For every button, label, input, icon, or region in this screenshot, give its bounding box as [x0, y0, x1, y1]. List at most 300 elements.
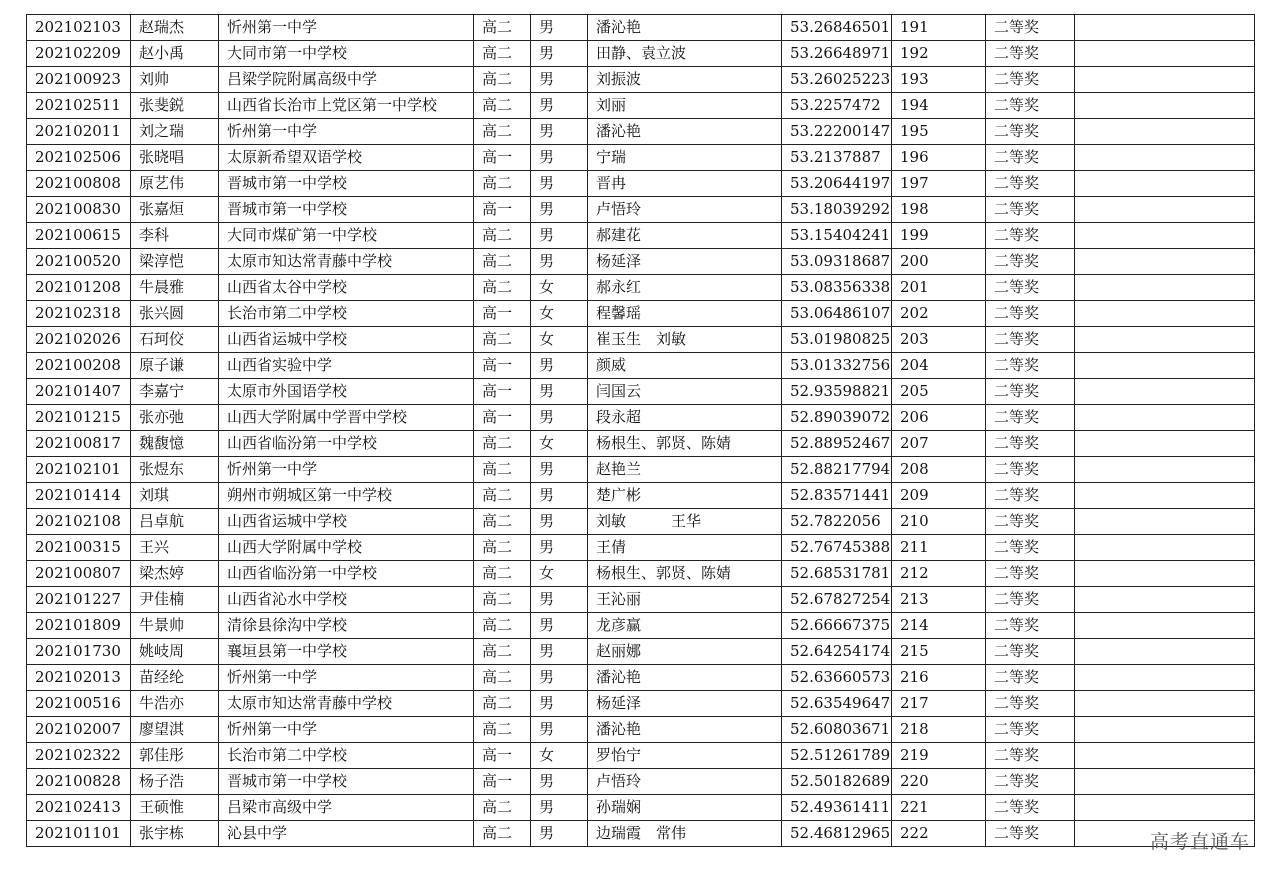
rank-cell: 191 — [892, 15, 986, 41]
table-row — [27, 67, 1255, 93]
grade-cell: 高二 — [474, 561, 531, 587]
gender-cell: 男 — [531, 795, 588, 821]
name-cell: 张宇栋 — [131, 821, 219, 847]
score-cell: 53.20644197 — [782, 171, 892, 197]
score-cell: 52.76745388 — [782, 535, 892, 561]
table-row — [27, 93, 1255, 119]
table-row — [27, 327, 1255, 353]
gender-cell: 男 — [531, 41, 588, 67]
grade-cell: 高二 — [474, 587, 531, 613]
student-id-cell: 202100828 — [27, 769, 131, 795]
school-cell: 山西省沁水中学校 — [219, 587, 474, 613]
table-row — [27, 509, 1255, 535]
gender-cell: 女 — [531, 275, 588, 301]
rank-cell: 207 — [892, 431, 986, 457]
table-row — [27, 561, 1255, 587]
rank-cell: 213 — [892, 587, 986, 613]
student-id-cell: 202102103 — [27, 15, 131, 41]
teacher-cell: 刘丽 — [588, 93, 782, 119]
student-id-cell: 202100520 — [27, 249, 131, 275]
table-row — [27, 769, 1255, 795]
blank-cell — [1075, 275, 1255, 301]
blank-cell — [1075, 691, 1255, 717]
school-cell: 清徐县徐沟中学校 — [219, 613, 474, 639]
gender-cell: 女 — [531, 301, 588, 327]
teacher-cell: 龙彦赢 — [588, 613, 782, 639]
table-row — [27, 379, 1255, 405]
teacher-cell: 刘敏 王华 — [588, 509, 782, 535]
teacher-cell: 杨延泽 — [588, 691, 782, 717]
results-table — [26, 14, 1255, 847]
name-cell: 张斐鋭 — [131, 93, 219, 119]
score-cell: 52.93598821 — [782, 379, 892, 405]
name-cell: 苗经纶 — [131, 665, 219, 691]
rank-cell: 206 — [892, 405, 986, 431]
student-id-cell: 202101809 — [27, 613, 131, 639]
award-cell: 二等奖 — [986, 639, 1075, 665]
teacher-cell: 郝永红 — [588, 275, 782, 301]
teacher-cell: 卢悟玲 — [588, 197, 782, 223]
name-cell: 王硕惟 — [131, 795, 219, 821]
grade-cell: 高一 — [474, 405, 531, 431]
rank-cell: 211 — [892, 535, 986, 561]
score-cell: 52.66667375 — [782, 613, 892, 639]
award-cell: 二等奖 — [986, 171, 1075, 197]
score-cell: 52.63660573 — [782, 665, 892, 691]
school-cell: 长治市第二中学校 — [219, 301, 474, 327]
school-cell: 晋城市第一中学校 — [219, 769, 474, 795]
student-id-cell: 202100615 — [27, 223, 131, 249]
school-cell: 太原市知达常青藤中学校 — [219, 691, 474, 717]
gender-cell: 男 — [531, 483, 588, 509]
table-row — [27, 197, 1255, 223]
gender-cell: 男 — [531, 717, 588, 743]
score-cell: 52.64254174 — [782, 639, 892, 665]
grade-cell: 高一 — [474, 379, 531, 405]
teacher-cell: 潘沁艳 — [588, 15, 782, 41]
award-cell: 二等奖 — [986, 379, 1075, 405]
student-id-cell: 202100315 — [27, 535, 131, 561]
score-cell: 53.2137887 — [782, 145, 892, 171]
name-cell: 赵瑞杰 — [131, 15, 219, 41]
school-cell: 大同市第一中学校 — [219, 41, 474, 67]
grade-cell: 高二 — [474, 93, 531, 119]
award-cell: 二等奖 — [986, 743, 1075, 769]
name-cell: 吕卓航 — [131, 509, 219, 535]
table-row — [27, 821, 1255, 847]
student-id-cell: 202101414 — [27, 483, 131, 509]
blank-cell — [1075, 483, 1255, 509]
table-row — [27, 587, 1255, 613]
award-cell: 二等奖 — [986, 327, 1075, 353]
gender-cell: 男 — [531, 171, 588, 197]
score-cell: 53.06486107 — [782, 301, 892, 327]
award-cell: 二等奖 — [986, 119, 1075, 145]
blank-cell — [1075, 379, 1255, 405]
name-cell: 张嘉烜 — [131, 197, 219, 223]
name-cell: 李嘉宁 — [131, 379, 219, 405]
name-cell: 张亦弛 — [131, 405, 219, 431]
student-id-cell: 202102007 — [27, 717, 131, 743]
name-cell: 姚岐周 — [131, 639, 219, 665]
student-id-cell: 202102026 — [27, 327, 131, 353]
gender-cell: 男 — [531, 691, 588, 717]
grade-cell: 高二 — [474, 483, 531, 509]
table-row — [27, 665, 1255, 691]
award-cell: 二等奖 — [986, 769, 1075, 795]
award-cell: 二等奖 — [986, 509, 1075, 535]
teacher-cell: 楚广彬 — [588, 483, 782, 509]
grade-cell: 高二 — [474, 67, 531, 93]
teacher-cell: 潘沁艳 — [588, 665, 782, 691]
name-cell: 张煜东 — [131, 457, 219, 483]
name-cell: 尹佳楠 — [131, 587, 219, 613]
school-cell: 山西省实验中学 — [219, 353, 474, 379]
score-cell: 53.2257472 — [782, 93, 892, 119]
grade-cell: 高二 — [474, 509, 531, 535]
table-row — [27, 613, 1255, 639]
name-cell: 赵小禹 — [131, 41, 219, 67]
gender-cell: 男 — [531, 145, 588, 171]
score-cell: 52.88952467 — [782, 431, 892, 457]
student-id-cell: 202102011 — [27, 119, 131, 145]
name-cell: 魏馥憶 — [131, 431, 219, 457]
school-cell: 山西大学附属中学校 — [219, 535, 474, 561]
table-row — [27, 457, 1255, 483]
blank-cell — [1075, 613, 1255, 639]
school-cell: 忻州第一中学 — [219, 457, 474, 483]
blank-cell — [1075, 587, 1255, 613]
table-row — [27, 431, 1255, 457]
grade-cell: 高二 — [474, 691, 531, 717]
student-id-cell: 202100807 — [27, 561, 131, 587]
award-cell: 二等奖 — [986, 431, 1075, 457]
school-cell: 忻州第一中学 — [219, 119, 474, 145]
gender-cell: 女 — [531, 327, 588, 353]
teacher-cell: 程馨瑶 — [588, 301, 782, 327]
award-cell: 二等奖 — [986, 691, 1075, 717]
rank-cell: 197 — [892, 171, 986, 197]
blank-cell — [1075, 223, 1255, 249]
gender-cell: 男 — [531, 353, 588, 379]
rank-cell: 192 — [892, 41, 986, 67]
grade-cell: 高一 — [474, 353, 531, 379]
score-cell: 52.49361411 — [782, 795, 892, 821]
gender-cell: 女 — [531, 743, 588, 769]
grade-cell: 高一 — [474, 197, 531, 223]
school-cell: 山西省临汾第一中学校 — [219, 431, 474, 457]
rank-cell: 203 — [892, 327, 986, 353]
school-cell: 山西省临汾第一中学校 — [219, 561, 474, 587]
name-cell: 张晓唱 — [131, 145, 219, 171]
table-row — [27, 15, 1255, 41]
score-cell: 53.08356338 — [782, 275, 892, 301]
grade-cell: 高二 — [474, 535, 531, 561]
table-row — [27, 171, 1255, 197]
gender-cell: 男 — [531, 769, 588, 795]
award-cell: 二等奖 — [986, 275, 1075, 301]
rank-cell: 222 — [892, 821, 986, 847]
school-cell: 晋城市第一中学校 — [219, 197, 474, 223]
award-cell: 二等奖 — [986, 795, 1075, 821]
score-cell: 52.89039072 — [782, 405, 892, 431]
gender-cell: 女 — [531, 561, 588, 587]
grade-cell: 高二 — [474, 665, 531, 691]
gender-cell: 男 — [531, 509, 588, 535]
grade-cell: 高二 — [474, 639, 531, 665]
student-id-cell: 202101227 — [27, 587, 131, 613]
student-id-cell: 202100516 — [27, 691, 131, 717]
gender-cell: 男 — [531, 457, 588, 483]
gender-cell: 男 — [531, 93, 588, 119]
blank-cell — [1075, 769, 1255, 795]
rank-cell: 195 — [892, 119, 986, 145]
blank-cell — [1075, 301, 1255, 327]
student-id-cell: 202102101 — [27, 457, 131, 483]
teacher-cell: 潘沁艳 — [588, 119, 782, 145]
score-cell: 53.22200147 — [782, 119, 892, 145]
table-row — [27, 353, 1255, 379]
blank-cell — [1075, 197, 1255, 223]
rank-cell: 200 — [892, 249, 986, 275]
school-cell: 忻州第一中学 — [219, 717, 474, 743]
teacher-cell: 颜威 — [588, 353, 782, 379]
score-cell: 52.83571441 — [782, 483, 892, 509]
blank-cell — [1075, 535, 1255, 561]
table-row — [27, 41, 1255, 67]
student-id-cell: 202101407 — [27, 379, 131, 405]
school-cell: 山西省运城中学校 — [219, 327, 474, 353]
teacher-cell: 杨根生、郭贤、陈婧 — [588, 431, 782, 457]
gender-cell: 男 — [531, 665, 588, 691]
table-row — [27, 535, 1255, 561]
school-cell: 襄垣县第一中学校 — [219, 639, 474, 665]
score-cell: 53.15404241 — [782, 223, 892, 249]
score-cell: 53.01980825 — [782, 327, 892, 353]
gender-cell: 男 — [531, 587, 588, 613]
teacher-cell: 潘沁艳 — [588, 717, 782, 743]
table-row — [27, 249, 1255, 275]
teacher-cell: 宁瑞 — [588, 145, 782, 171]
rank-cell: 202 — [892, 301, 986, 327]
blank-cell — [1075, 639, 1255, 665]
results-table-body — [27, 15, 1255, 847]
teacher-cell: 郝建花 — [588, 223, 782, 249]
award-cell: 二等奖 — [986, 717, 1075, 743]
gender-cell: 男 — [531, 223, 588, 249]
school-cell: 大同市煤矿第一中学校 — [219, 223, 474, 249]
award-cell: 二等奖 — [986, 145, 1075, 171]
score-cell: 52.67827254 — [782, 587, 892, 613]
table-row — [27, 119, 1255, 145]
table-row — [27, 301, 1255, 327]
table-row — [27, 743, 1255, 769]
student-id-cell: 202101101 — [27, 821, 131, 847]
rank-cell: 219 — [892, 743, 986, 769]
grade-cell: 高二 — [474, 249, 531, 275]
award-cell: 二等奖 — [986, 41, 1075, 67]
gender-cell: 男 — [531, 15, 588, 41]
student-id-cell: 202100923 — [27, 67, 131, 93]
teacher-cell: 崔玉生 刘敏 — [588, 327, 782, 353]
grade-cell: 高二 — [474, 223, 531, 249]
award-cell: 二等奖 — [986, 223, 1075, 249]
rank-cell: 198 — [892, 197, 986, 223]
rank-cell: 216 — [892, 665, 986, 691]
blank-cell — [1075, 743, 1255, 769]
gender-cell: 男 — [531, 405, 588, 431]
gender-cell: 男 — [531, 535, 588, 561]
blank-cell — [1075, 119, 1255, 145]
blank-cell — [1075, 15, 1255, 41]
award-cell: 二等奖 — [986, 301, 1075, 327]
name-cell: 张兴圆 — [131, 301, 219, 327]
blank-cell — [1075, 41, 1255, 67]
grade-cell: 高二 — [474, 15, 531, 41]
award-cell: 二等奖 — [986, 665, 1075, 691]
table-row — [27, 639, 1255, 665]
gender-cell: 男 — [531, 67, 588, 93]
name-cell: 刘琪 — [131, 483, 219, 509]
rank-cell: 194 — [892, 93, 986, 119]
award-cell: 二等奖 — [986, 483, 1075, 509]
blank-cell — [1075, 795, 1255, 821]
rank-cell: 220 — [892, 769, 986, 795]
gender-cell: 男 — [531, 197, 588, 223]
student-id-cell: 202101730 — [27, 639, 131, 665]
school-cell: 沁县中学 — [219, 821, 474, 847]
school-cell: 山西省运城中学校 — [219, 509, 474, 535]
name-cell: 石珂佼 — [131, 327, 219, 353]
school-cell: 吕梁学院附属高级中学 — [219, 67, 474, 93]
table-row — [27, 145, 1255, 171]
award-cell: 二等奖 — [986, 197, 1075, 223]
school-cell: 忻州第一中学 — [219, 15, 474, 41]
student-id-cell: 202102209 — [27, 41, 131, 67]
name-cell: 刘帅 — [131, 67, 219, 93]
student-id-cell: 202102413 — [27, 795, 131, 821]
grade-cell: 高二 — [474, 717, 531, 743]
name-cell: 刘之瑞 — [131, 119, 219, 145]
school-cell: 太原市外国语学校 — [219, 379, 474, 405]
name-cell: 牛景帅 — [131, 613, 219, 639]
student-id-cell: 202100208 — [27, 353, 131, 379]
school-cell: 山西省太谷中学校 — [219, 275, 474, 301]
teacher-cell: 田静、袁立波 — [588, 41, 782, 67]
name-cell: 杨子浩 — [131, 769, 219, 795]
school-cell: 长治市第二中学校 — [219, 743, 474, 769]
student-id-cell: 202100817 — [27, 431, 131, 457]
student-id-cell: 202102511 — [27, 93, 131, 119]
score-cell: 53.26025223 — [782, 67, 892, 93]
student-id-cell: 202101208 — [27, 275, 131, 301]
grade-cell: 高二 — [474, 119, 531, 145]
student-id-cell: 202102318 — [27, 301, 131, 327]
blank-cell — [1075, 561, 1255, 587]
rank-cell: 218 — [892, 717, 986, 743]
grade-cell: 高二 — [474, 327, 531, 353]
score-cell: 52.88217794 — [782, 457, 892, 483]
award-cell: 二等奖 — [986, 93, 1075, 119]
teacher-cell: 王沁丽 — [588, 587, 782, 613]
student-id-cell: 202102506 — [27, 145, 131, 171]
award-cell: 二等奖 — [986, 535, 1075, 561]
name-cell: 原子谦 — [131, 353, 219, 379]
score-cell: 52.63549647 — [782, 691, 892, 717]
blank-cell — [1075, 431, 1255, 457]
gender-cell: 男 — [531, 119, 588, 145]
grade-cell: 高二 — [474, 41, 531, 67]
grade-cell: 高一 — [474, 769, 531, 795]
rank-cell: 210 — [892, 509, 986, 535]
school-cell: 山西大学附属中学晋中学校 — [219, 405, 474, 431]
table-row — [27, 275, 1255, 301]
grade-cell: 高二 — [474, 457, 531, 483]
table-row — [27, 795, 1255, 821]
student-id-cell: 202100830 — [27, 197, 131, 223]
score-cell: 52.68531781 — [782, 561, 892, 587]
blank-cell — [1075, 93, 1255, 119]
grade-cell: 高一 — [474, 743, 531, 769]
table-row — [27, 691, 1255, 717]
teacher-cell: 赵丽娜 — [588, 639, 782, 665]
award-cell: 二等奖 — [986, 587, 1075, 613]
school-cell: 晋城市第一中学校 — [219, 171, 474, 197]
grade-cell: 高二 — [474, 171, 531, 197]
student-id-cell: 202102013 — [27, 665, 131, 691]
award-cell: 二等奖 — [986, 249, 1075, 275]
score-cell: 52.46812965 — [782, 821, 892, 847]
rank-cell: 209 — [892, 483, 986, 509]
blank-cell — [1075, 145, 1255, 171]
teacher-cell: 刘振波 — [588, 67, 782, 93]
score-cell: 52.60803671 — [782, 717, 892, 743]
teacher-cell: 罗怡宁 — [588, 743, 782, 769]
name-cell: 牛晨雅 — [131, 275, 219, 301]
teacher-cell: 孙瑞娴 — [588, 795, 782, 821]
gender-cell: 男 — [531, 613, 588, 639]
gender-cell: 男 — [531, 639, 588, 665]
score-cell: 52.50182689 — [782, 769, 892, 795]
rank-cell: 193 — [892, 67, 986, 93]
award-cell: 二等奖 — [986, 561, 1075, 587]
rank-cell: 196 — [892, 145, 986, 171]
student-id-cell: 202100808 — [27, 171, 131, 197]
student-id-cell: 202102108 — [27, 509, 131, 535]
teacher-cell: 闫国云 — [588, 379, 782, 405]
name-cell: 原艺伟 — [131, 171, 219, 197]
name-cell: 廖望淇 — [131, 717, 219, 743]
student-id-cell: 202102322 — [27, 743, 131, 769]
grade-cell: 高二 — [474, 613, 531, 639]
teacher-cell: 边瑞霞 常伟 — [588, 821, 782, 847]
name-cell: 李科 — [131, 223, 219, 249]
gender-cell: 男 — [531, 249, 588, 275]
rank-cell: 221 — [892, 795, 986, 821]
blank-cell — [1075, 171, 1255, 197]
award-cell: 二等奖 — [986, 67, 1075, 93]
rank-cell: 208 — [892, 457, 986, 483]
rank-cell: 201 — [892, 275, 986, 301]
blank-cell — [1075, 353, 1255, 379]
blank-cell — [1075, 717, 1255, 743]
score-cell: 53.26846501 — [782, 15, 892, 41]
award-cell: 二等奖 — [986, 821, 1075, 847]
blank-cell — [1075, 327, 1255, 353]
teacher-cell: 杨延泽 — [588, 249, 782, 275]
teacher-cell: 王倩 — [588, 535, 782, 561]
award-cell: 二等奖 — [986, 405, 1075, 431]
